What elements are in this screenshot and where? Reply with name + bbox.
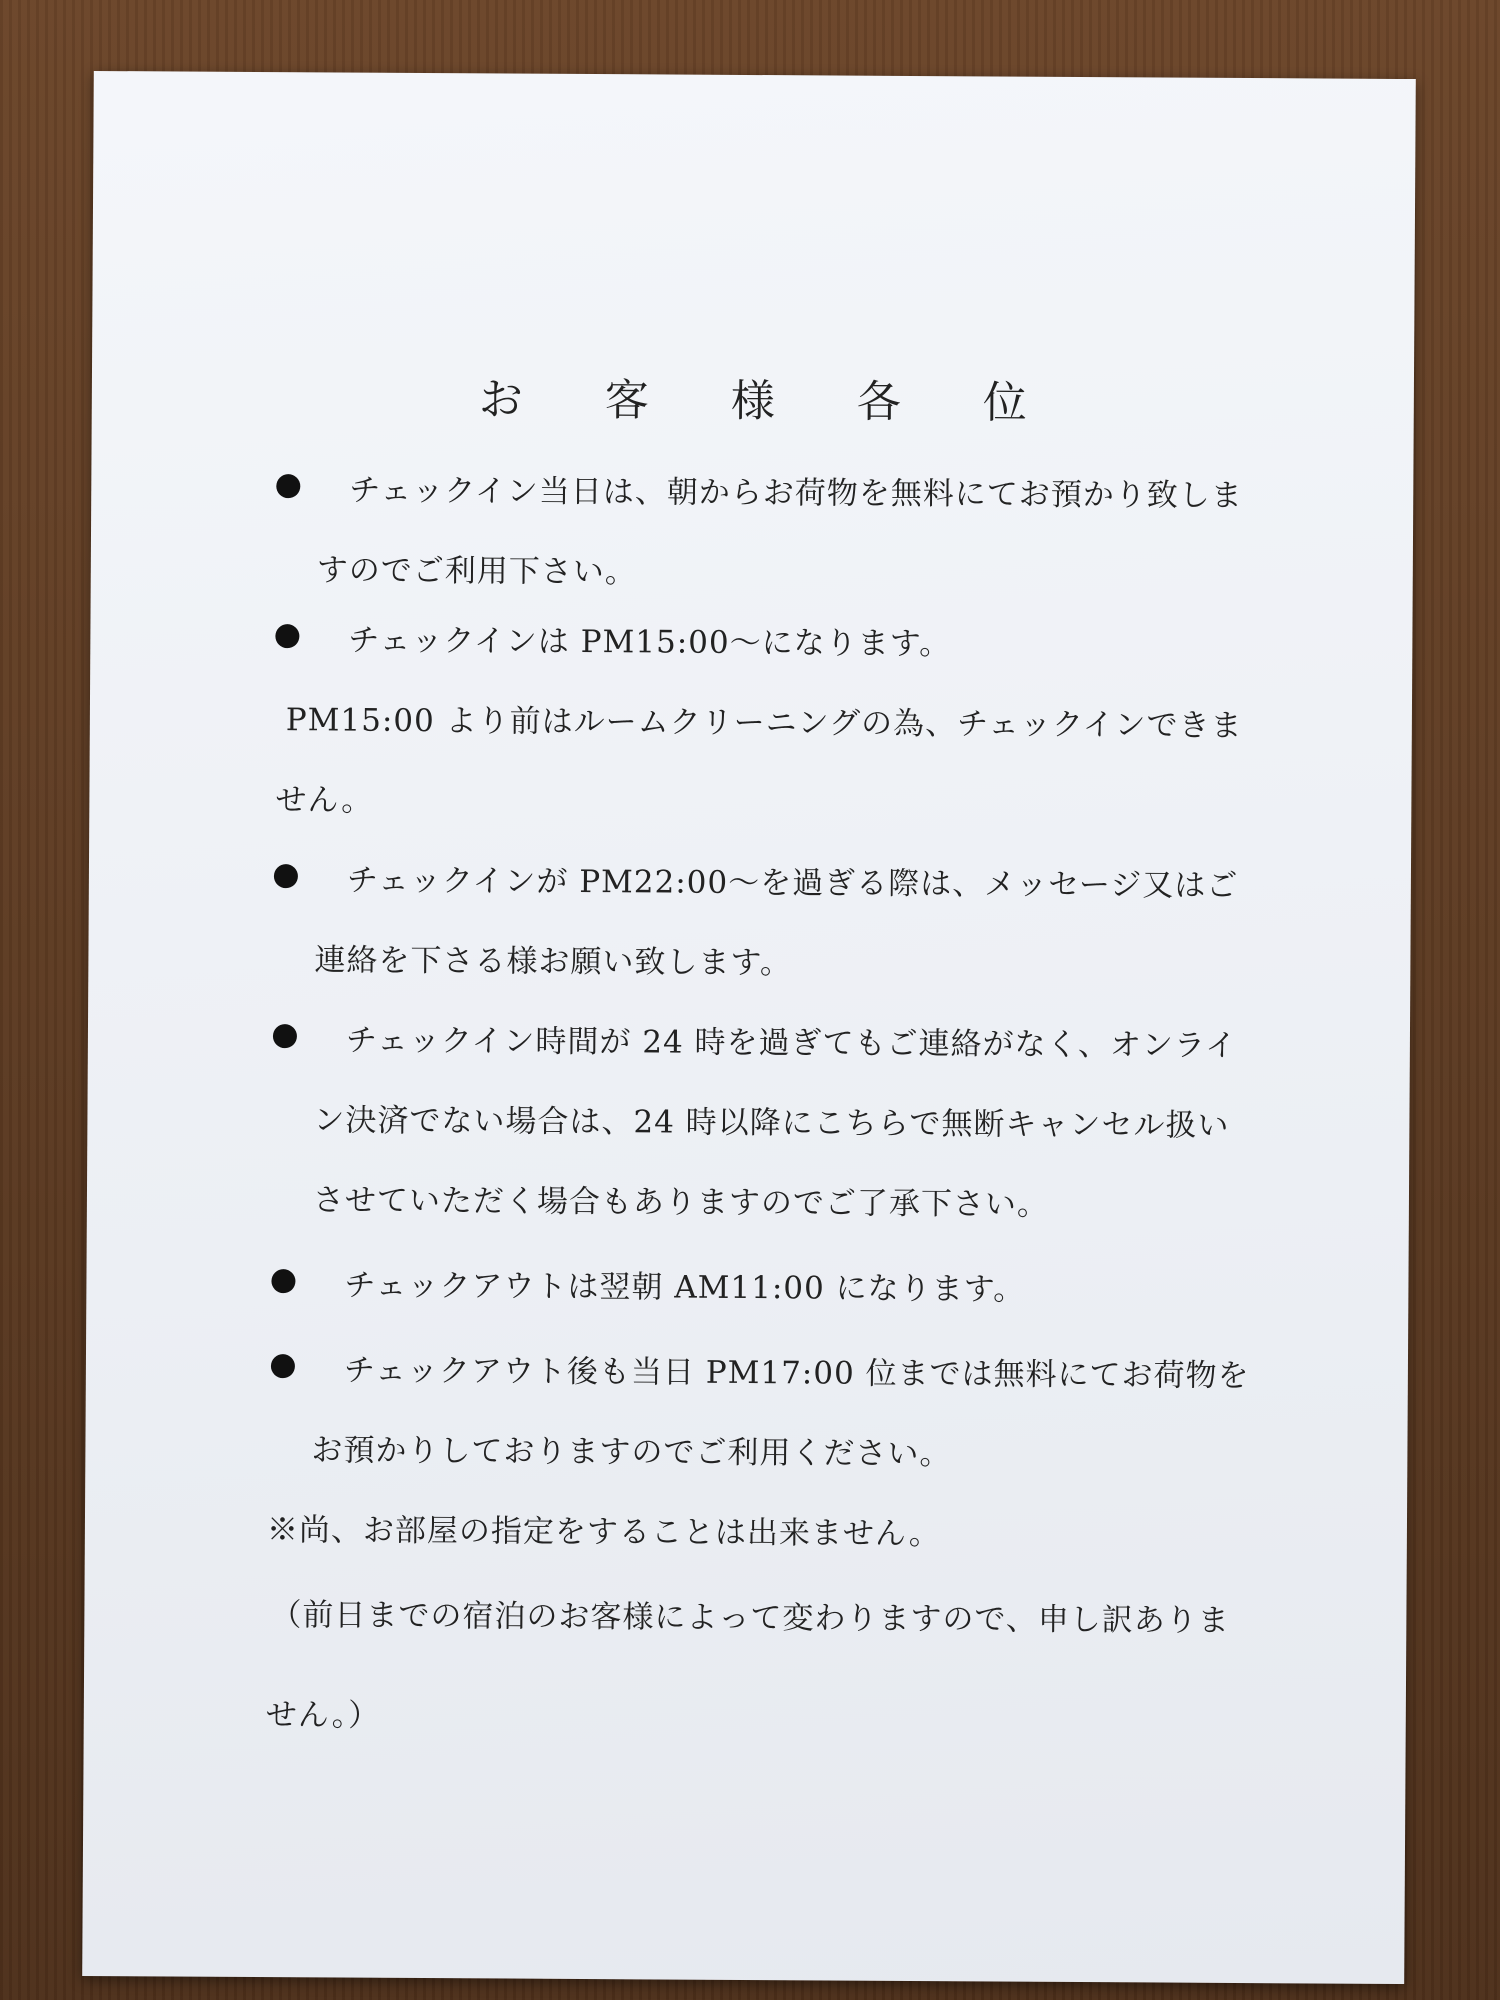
bullet-line-3: チェックインが PM22:00～を過ぎる際は、メッセージ又はご bbox=[346, 862, 1239, 904]
continuation-line-6: させていただく場合もありますのでご了承下さい。 bbox=[312, 1182, 1050, 1223]
note-line-1: ※尚、お部屋の指定をすることは出来ません。 bbox=[266, 1512, 941, 1553]
continuation-line-5: ン決済でない場合は、24 時以降にこちらで無断キャンセル扱い bbox=[313, 1102, 1230, 1144]
bullet-line-1: チェックイン当日は、朝からお荷物を無料にてお預かり致しま bbox=[349, 472, 1243, 515]
continuation-line-4: 連絡を下さる様お願い致します。 bbox=[314, 942, 793, 982]
bullet-line-6: チェックアウト後も当日 PM17:00 位までは無料にてお荷物を bbox=[343, 1352, 1250, 1395]
bullet-line-5: チェックアウトは翌朝 AM11:00 になります。 bbox=[344, 1267, 1026, 1308]
bullet-icon bbox=[275, 624, 299, 648]
paper-sheet bbox=[82, 71, 1416, 1984]
bullet-icon bbox=[273, 1024, 297, 1048]
bullet-icon bbox=[271, 1354, 295, 1378]
continuation-line-7: お預かりしておりますのでご利用ください。 bbox=[311, 1432, 952, 1473]
bullet-line-2: チェックインは PM15:00～になります。 bbox=[348, 622, 952, 663]
continuation-line-1: すのでご利用下さい。 bbox=[316, 552, 637, 591]
continuation-line-2: PM15:00 より前はルームクリーニングの為、チェックインできま bbox=[285, 702, 1243, 745]
bullet-line-4: チェックイン時間が 24 時を過ぎてもご連絡がなく、オンライ bbox=[345, 1022, 1238, 1064]
continuation-line-3: せん。 bbox=[275, 782, 374, 819]
note-line-2: （前日までの宿泊のお客様によって変わりますので、申し訳ありま bbox=[270, 1597, 1230, 1639]
bullet-icon bbox=[276, 474, 300, 498]
bullet-icon bbox=[274, 864, 298, 888]
bullet-icon bbox=[271, 1269, 295, 1293]
document-title: お 客 様 各 位 bbox=[478, 374, 1061, 429]
note-line-3: せん。） bbox=[265, 1697, 381, 1734]
